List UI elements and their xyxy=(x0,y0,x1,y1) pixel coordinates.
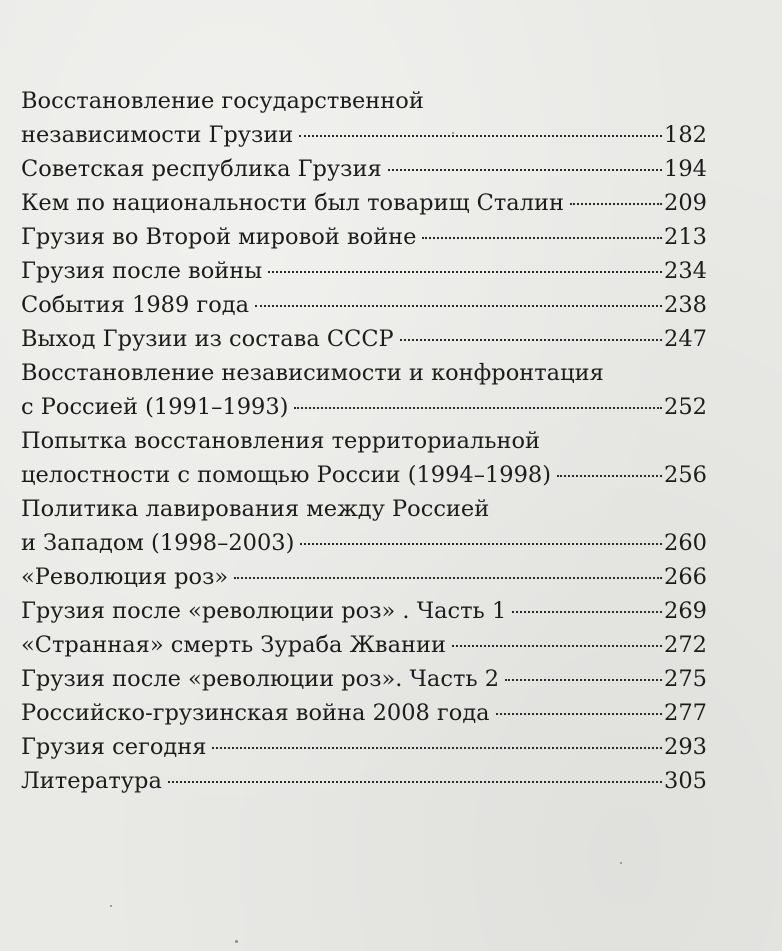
toc-entry-title: «Революция роз» xyxy=(21,564,229,590)
dot-leader xyxy=(505,677,662,681)
toc-line xyxy=(21,390,707,424)
paper-speck xyxy=(235,940,238,943)
paper-speck xyxy=(620,862,622,864)
dot-leader xyxy=(570,201,662,205)
page-number: 272 xyxy=(664,632,707,658)
page-number: 275 xyxy=(664,666,707,692)
toc-entry-title: Советская республика Грузия xyxy=(21,156,382,182)
toc-entry-title: Восстановление независимости и конфронтация xyxy=(21,360,604,386)
toc-line xyxy=(21,560,707,594)
page-number: 256 xyxy=(664,462,707,488)
toc-entry xyxy=(21,696,707,730)
toc-entry xyxy=(21,662,707,696)
page-number: 293 xyxy=(664,734,707,760)
page-number: 252 xyxy=(664,394,707,420)
page-number: 213 xyxy=(664,224,707,250)
toc-line xyxy=(21,254,707,288)
toc-entry-title: Грузия во Второй мировой войне xyxy=(21,224,417,250)
toc-entry-title: Попытка восстановления территориальной xyxy=(21,428,541,454)
toc-entry xyxy=(21,628,707,662)
toc-entry-title: Российско-грузинская война 2008 года xyxy=(21,700,490,726)
toc-entry xyxy=(21,254,707,288)
dot-leader xyxy=(294,405,662,409)
toc-line xyxy=(21,696,707,730)
page-number: 269 xyxy=(664,598,707,624)
toc-line xyxy=(21,594,707,628)
page-number: 194 xyxy=(664,156,707,182)
dot-leader xyxy=(512,609,662,613)
dot-leader xyxy=(400,337,662,341)
toc-line xyxy=(21,152,707,186)
toc-entry-title: Восстановление государственной xyxy=(21,88,424,114)
toc-entry xyxy=(21,220,707,254)
page-number: 260 xyxy=(664,530,707,556)
dot-leader xyxy=(557,473,662,477)
page-number: 266 xyxy=(664,564,707,590)
toc-entry xyxy=(21,288,707,322)
toc-line xyxy=(21,492,707,526)
toc-line xyxy=(21,526,707,560)
toc-line xyxy=(21,186,707,220)
toc-line xyxy=(21,764,707,798)
toc-line xyxy=(21,730,707,764)
toc-entry-title: Грузия после «революции роз» . Часть 1 xyxy=(21,598,507,624)
toc-entry xyxy=(21,492,707,560)
dot-leader xyxy=(268,269,662,273)
dot-leader xyxy=(422,235,662,239)
toc-entry-title: с Россией (1991–1993) xyxy=(21,394,289,420)
page-number: 234 xyxy=(664,258,707,284)
toc-entry-title: Политика лавирования между Россией xyxy=(21,496,490,522)
toc-entry-title: независимости Грузии xyxy=(21,122,294,148)
toc-entry xyxy=(21,322,707,356)
table-of-contents xyxy=(21,84,707,798)
dot-leader xyxy=(299,133,662,137)
dot-leader xyxy=(234,575,662,579)
toc-entry-title: События 1989 года xyxy=(21,292,250,318)
page-number: 238 xyxy=(664,292,707,318)
toc-entry-title: «Странная» смерть Зураба Жвании xyxy=(21,632,446,658)
page-number: 247 xyxy=(664,326,707,352)
toc-line xyxy=(21,628,707,662)
page-number: 305 xyxy=(664,768,707,794)
toc-entry xyxy=(21,152,707,186)
toc-entry-title: Грузия после войны xyxy=(21,258,263,284)
toc-entry-title: Литература xyxy=(21,768,162,794)
toc-entry xyxy=(21,560,707,594)
dot-leader xyxy=(300,541,662,545)
page-number: 182 xyxy=(664,122,707,148)
page-number: 209 xyxy=(664,190,707,216)
toc-entry-title: Грузия сегодня xyxy=(21,734,207,760)
toc-entry xyxy=(21,356,707,424)
dot-leader xyxy=(212,745,662,749)
toc-entry-title: Выход Грузии из состава СССР xyxy=(21,326,394,352)
toc-line xyxy=(21,424,707,458)
page-number: 277 xyxy=(664,700,707,726)
toc-entry xyxy=(21,424,707,492)
toc-line xyxy=(21,356,707,390)
toc-line xyxy=(21,662,707,696)
dot-leader xyxy=(388,167,662,171)
dot-leader xyxy=(452,643,662,647)
toc-line xyxy=(21,220,707,254)
toc-entry-title: Грузия после «революции роз». Часть 2 xyxy=(21,666,500,692)
toc-entry-title: Кем по национальности был товарищ Сталин xyxy=(21,190,564,216)
toc-entry-title: и Западом (1998–2003) xyxy=(21,530,295,556)
toc-entry xyxy=(21,84,707,152)
toc-line xyxy=(21,322,707,356)
toc-line xyxy=(21,118,707,152)
toc-entry-title: целостности с помощью России (1994–1998) xyxy=(21,462,552,488)
toc-entry xyxy=(21,186,707,220)
toc-line xyxy=(21,288,707,322)
toc-line xyxy=(21,458,707,492)
toc-entry xyxy=(21,764,707,798)
dot-leader xyxy=(168,779,662,783)
toc-line xyxy=(21,84,707,118)
paper-speck xyxy=(452,132,454,134)
dot-leader xyxy=(255,303,662,307)
toc-entry xyxy=(21,730,707,764)
dot-leader xyxy=(496,711,662,715)
paper-speck xyxy=(110,905,112,907)
toc-entry xyxy=(21,594,707,628)
